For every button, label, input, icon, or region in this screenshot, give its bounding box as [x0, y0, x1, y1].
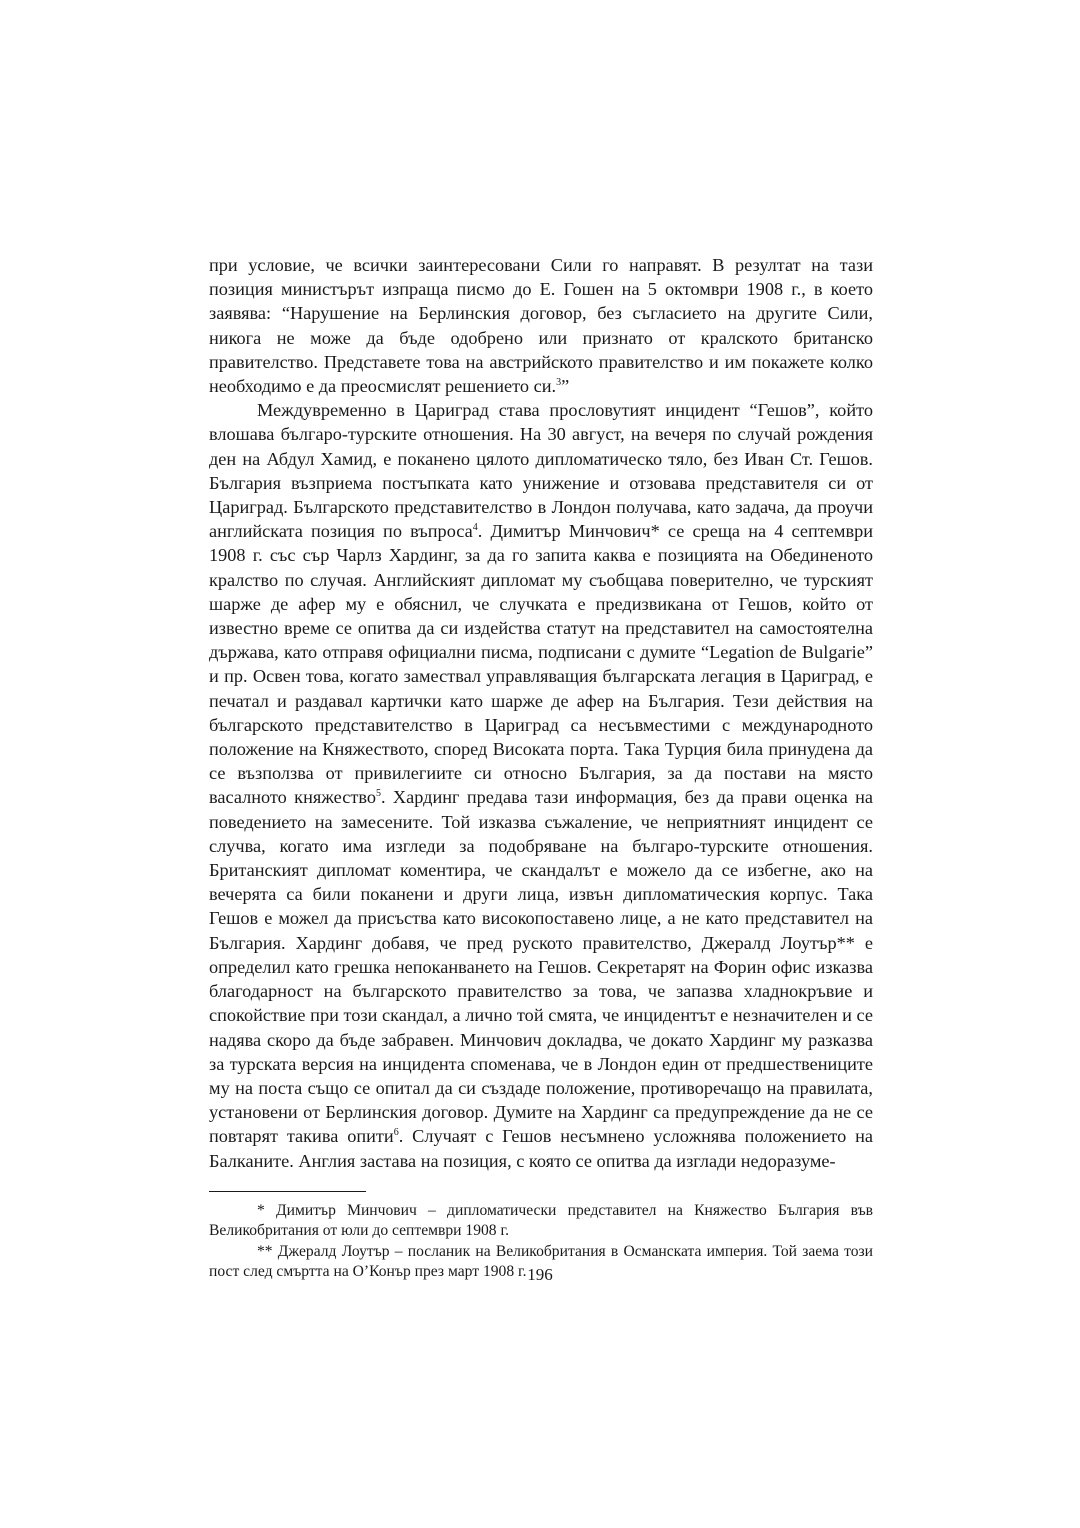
- footnote-separator: [209, 1191, 366, 1192]
- paragraph-2-part-3: . Хардинг предава тази информация, без да прави оценка на поведението на замесените. Той изказва съжаление, че неприятният инцидент се случва, когато има изгледи за подобряване на българо-турските отношения. Британският дипломат коментира, че скандалът е можело да се избегне, ако на вечерята са били поканени и други лица, извън дипломатическия корпус. Така Гешов е можел да присъства като високопоставено лице, а не като представител на България. Хардинг добавя, че пред руското правителство, Джералд Лоутър** е определил като грешка непоканването на Гешов. Секретарят на Форин офис изказва благодарност на българското правителство за това, че запазва хладнокръвие и спокойствие при този скандал, а лично той смята, че инцидентът е незначителен и се надява скоро да бъде забравен. Минчович докладва, че докато Хардинг му разказва за турската версия на инцидента споменава, че в Лондон един от предшествениците му на поста също се опитал да си създаде положение, противоречащо на правилата, установени от Берлинския договор. Думите на Хардинг са предупреждение да не се повтарят такива опити: [209, 787, 874, 1147]
- paragraph-2-part-2: . Димитър Минчович* се среща на 4 септември 1908 г. със сър Чарлз Хардинг, за да го запита каква е позицията на Обединеното кралство по случая. Английският дипломат му съобщава поверително, че турският шарже де афер му е обяснил, че случката е предизвикана от Гешов, който от известно време се опитва да си издейства статут на представител на самостоятелна държава, като отправя официални писма, подписани с думите “Legation de Bulgarie” и пр. Освен това, когато замествал управляващия българската легация в Цариград, е печатал и раздавал картички като шарже де афер на България. Тези действия на българското представителство в Цариград са несъвместими с международното положение на Княжеството, според Високата порта. Така Турция била принудена да се възползва от привилегиите си относно България, за да постави на място васалното княжество: [209, 521, 874, 808]
- page-number: 196: [527, 1265, 553, 1284]
- footnote-2: ** Джералд Лоутър – посланик на Великобритания в Османската империя. Той заема този пост след смъртта на О’Конър през март 1908 г.: [209, 1242, 873, 1281]
- paragraph-1-text: при условие, че всички заинтересовани Сили го направят. В резултат на тази позиция министърът изпраща писмо до Е. Гошен на 5 октомври 1908 г., в което заявява: “Нарушение на Берлинския договор, без съгласието на другите Сили, никога не може да бъде одобрено или признато от кралското британско правителство. Представете това на австрийското правителство и им покажете колко необходимо е да преосмислят решението си.: [209, 255, 873, 397]
- footnote-ref-6: 6: [393, 1127, 399, 1139]
- closing-quote: ”: [561, 376, 570, 397]
- paragraph-2-part-4: . Случаят с Гешов несъмнено усложнява положението на Балканите. Англия застава на позиция, с която се опитва да изглади недоразуме-: [209, 1126, 873, 1171]
- footnote-ref-3: 3: [556, 376, 562, 388]
- page-content: [209, 253, 873, 1283]
- paragraph-2-part-1: Междувременно в Цариград става прословутият инцидент “Гешов”, който влошава българо-турските отношения. На 30 август, на вечеря по случай рождения ден на Абдул Хамид, е поканено цялото дипломатическо тяло, без Иван Ст. Гешов. България възприема постъпката като унижение и отзовава представителя си от Цариград. Българското представителство в Лондон получава, като задача, да проучи английската позиция по въпроса: [209, 400, 873, 542]
- footnote-ref-5: 5: [375, 788, 381, 800]
- footnote-1: * Димитър Минчович – дипломатически представител на Княжество България във Великобритания от юли до септември 1908 г.: [209, 1201, 873, 1240]
- paragraph-2: [209, 398, 873, 1173]
- paragraph-1: [209, 253, 873, 398]
- footnote-ref-4: 4: [472, 522, 478, 534]
